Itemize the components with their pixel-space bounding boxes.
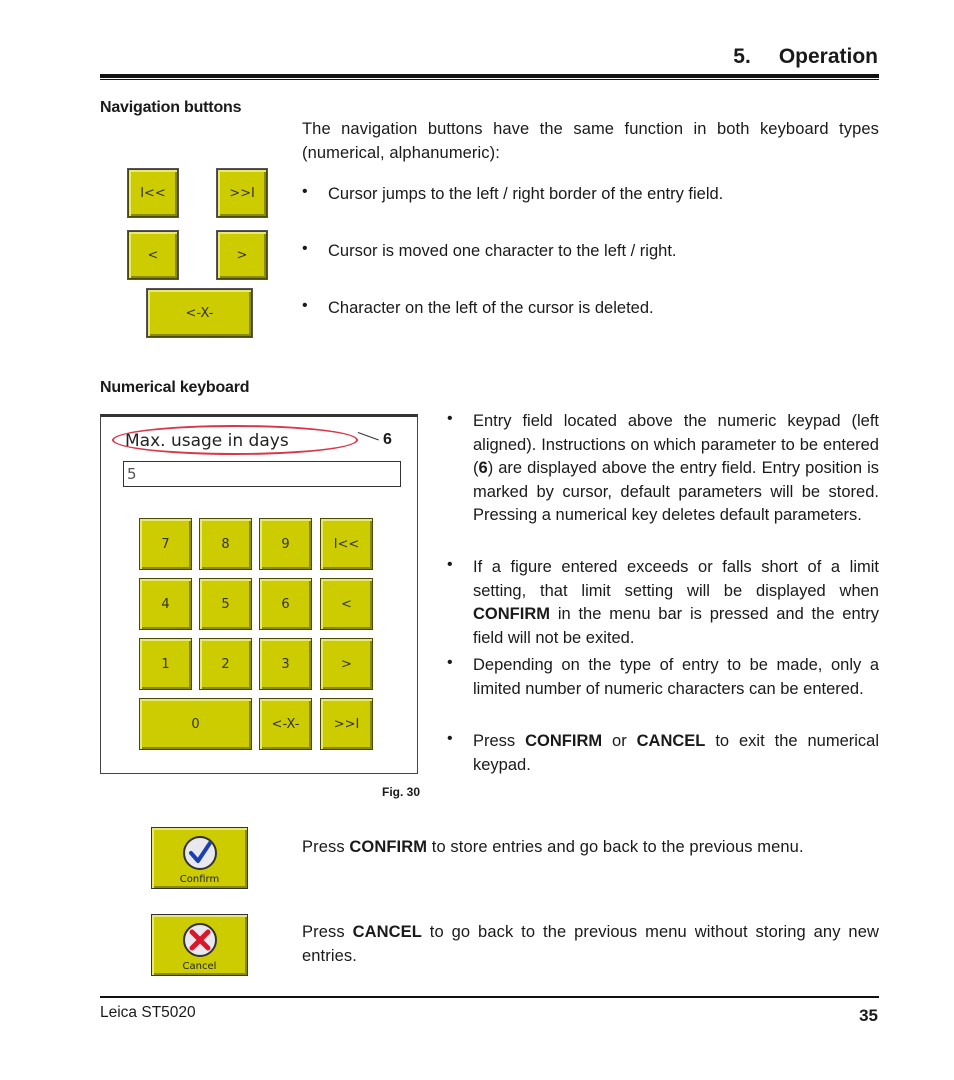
header-rule-thin: [100, 79, 879, 80]
keypad-key-0: 0: [139, 698, 252, 750]
page-number: 35: [859, 1006, 878, 1025]
navigation-intro: The navigation buttons have the same function in both keyboard types (numerical, alphanumeric):: [302, 120, 879, 162]
entry-field-label: Max. usage in days: [125, 431, 289, 451]
num-bullet-3: • Depending on the type of entry to be made, only a limited number of numeric characters can be entered.: [447, 654, 879, 698]
keypad-key-2: 2: [199, 638, 252, 690]
keypad-key-6: 6: [259, 578, 312, 630]
nav-bullet-3: • Character on the left of the cursor is deleted.: [302, 297, 654, 317]
cancel-icon-label: Cancel: [182, 961, 217, 972]
checkmark-icon: [181, 834, 219, 872]
keypad-key-9: 9: [259, 518, 312, 570]
num-bullet-4: • Press CONFIRM or CANCEL to exit the numerical keypad.: [447, 730, 879, 774]
cross-icon: [181, 921, 219, 959]
section-name: Operation: [778, 45, 878, 68]
nav-home-key: I<<: [128, 169, 178, 217]
keypad-key-7: 7: [139, 518, 192, 570]
nav-end-key: >>I: [217, 169, 267, 217]
cancel-button-illustration: [151, 914, 248, 976]
section-number: 5.: [733, 45, 751, 68]
keypad-key-5: 5: [199, 578, 252, 630]
keypad-key-home: I<<: [320, 518, 373, 570]
highlight-ellipse: [112, 425, 358, 455]
footer-product: Leica ST5020: [100, 1004, 196, 1021]
nav-bullet-1: • Cursor jumps to the left / right border of the entry field.: [302, 183, 724, 203]
cancel-description: Press CANCEL to go back to the previous menu without storing any new entries.: [302, 923, 879, 965]
num-bullet-1: • Entry field located above the numeric keypad (left aligned). Instructions on which parameter to be entered (6) are displayed above the entry field. Entry position is marked by cursor, default parameters will be stored. Pressing a numerical key deletes default parameters.: [447, 410, 879, 524]
nav-left-key: <: [128, 231, 178, 279]
confirm-icon-label: Confirm: [179, 874, 220, 885]
confirm-description: Press CONFIRM to store entries and go back to the previous menu.: [302, 838, 804, 856]
keypad-key-left: <: [320, 578, 373, 630]
nav-right-key: >: [217, 231, 267, 279]
navigation-heading: Navigation buttons: [100, 99, 242, 116]
keypad-key-8: 8: [199, 518, 252, 570]
keypad-key-end: >>I: [320, 698, 373, 750]
nav-delete-key: <-X-: [147, 289, 252, 337]
footer-rule: [100, 996, 879, 998]
figure-caption: Fig. 30: [382, 785, 421, 799]
keypad-key-3: 3: [259, 638, 312, 690]
entry-field: [123, 461, 401, 487]
header-rule-thick: [100, 74, 879, 78]
nav-bullet-2: • Cursor is moved one character to the left / right.: [302, 240, 677, 260]
entry-field-value: 5: [127, 465, 137, 483]
num-bullet-2: • If a figure entered exceeds or falls short of a limit setting, that limit setting will be displayed when CONFIRM in the menu bar is pressed and the entry field will not be exited.: [447, 556, 879, 647]
section-title: [733, 45, 878, 69]
keypad-key-delete: <-X-: [259, 698, 312, 750]
keypad-key-right: >: [320, 638, 373, 690]
keypad-key-4: 4: [139, 578, 192, 630]
confirm-button-illustration: [151, 827, 248, 889]
callout-number: 6: [383, 431, 392, 448]
keypad-key-1: 1: [139, 638, 192, 690]
numerical-heading: Numerical keyboard: [100, 379, 250, 396]
